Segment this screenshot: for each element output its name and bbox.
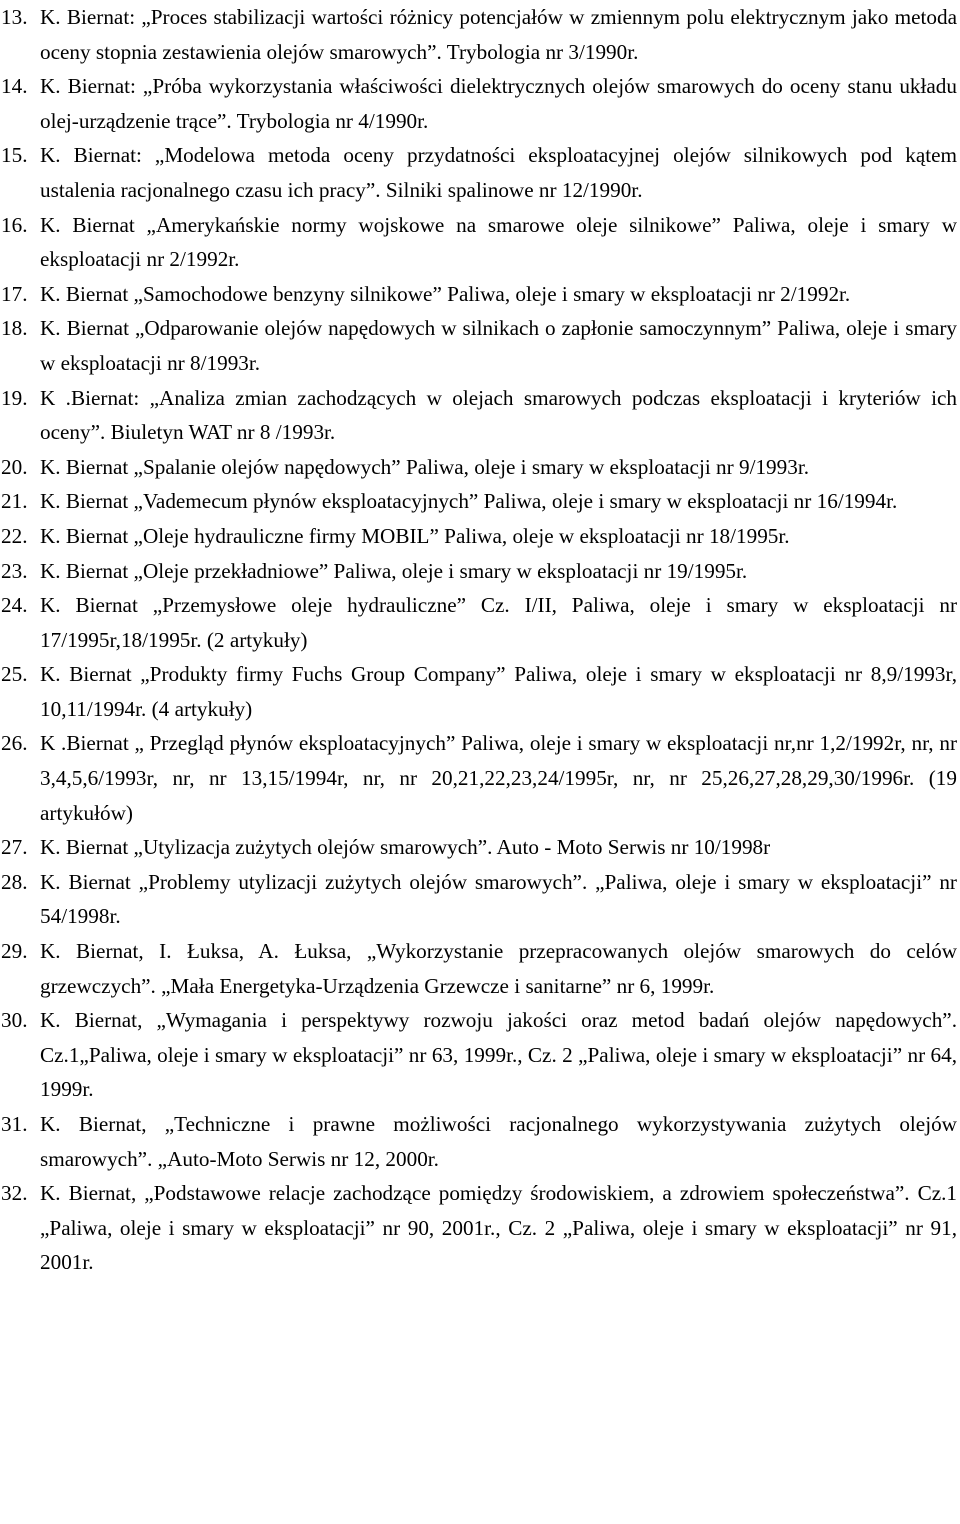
reference-number: 19. <box>1 385 28 410</box>
reference-item <box>0 381 960 450</box>
reference-item <box>0 208 960 277</box>
reference-item <box>0 0 960 69</box>
reference-number: 17. <box>1 281 28 306</box>
reference-text: K. Biernat „Oleje hydrauliczne firmy MOBIL” Paliwa, oleje w eksploatacji nr 18/1995r. <box>40 523 790 548</box>
reference-item <box>0 1107 960 1176</box>
reference-number: 31. <box>1 1112 28 1136</box>
reference-number: 28. <box>1 869 28 894</box>
reference-text: K. Biernat „Przemysłowe oleje hydrauliczne” Cz. I/II, Paliwa, oleje i smary w eksploatacji nr 17/1995r,18/1995r. (2 artykuły) <box>40 593 957 652</box>
reference-text: K. Biernat „Samochodowe benzyny silnikowe” Paliwa, oleje i smary w eksploatacji nr 2/1992r. <box>40 281 851 306</box>
reference-item <box>0 726 960 830</box>
reference-number: 23. <box>1 558 28 583</box>
reference-number: 30. <box>1 1008 28 1033</box>
reference-item <box>0 588 960 657</box>
reference-number: 24. <box>1 593 28 618</box>
reference-number: 14. <box>1 74 28 99</box>
reference-item <box>0 934 960 1003</box>
reference-text: K. Biernat „Oleje przekładniowe” Paliwa, oleje i smary w eksploatacji nr 19/1995r. <box>40 558 748 583</box>
reference-number: 21. <box>1 489 28 514</box>
reference-item <box>0 554 960 589</box>
reference-text: K. Biernat „Spalanie olejów napędowych” Paliwa, oleje i smary w eksploatacji nr 9/1993r. <box>40 454 810 479</box>
reference-item <box>0 519 960 554</box>
reference-number: 29. <box>1 939 28 964</box>
reference-number: 18. <box>1 316 28 341</box>
reference-number: 32. <box>1 1181 28 1206</box>
reference-number: 27. <box>1 835 28 860</box>
reference-text: K .Biernat „ Przegląd płynów eksploatacyjnych” Paliwa, oleje i smary w eksploatacji nr,nr 1,2/1992r, nr, nr 3,4,5,6/1993r, nr, nr 13,15/1994r, nr, nr 20,21,22,23,24/1995r, nr, nr 25,26,27,28,29,30/1996r. (19 artykułów) <box>40 731 957 825</box>
reference-text: K. Biernat, I. Łuksa, A. Łuksa, „Wykorzystanie przepracowanych olejów smarowych do celów grzewczych”. „Mała Energetyka-Urządzenia Grzewcze i sanitarne” nr 6, 1999r. <box>40 939 957 998</box>
reference-number: 13. <box>1 5 28 29</box>
reference-text: K. Biernat „Amerykańskie normy wojskowe na smarowe oleje silnikowe” Paliwa, oleje i smary w eksploatacji nr 2/1992r. <box>40 212 957 272</box>
reference-item <box>0 69 960 138</box>
reference-item <box>0 657 960 726</box>
reference-number: 16. <box>1 212 28 237</box>
reference-item <box>0 1003 960 1107</box>
reference-text: K. Biernat, „Techniczne i prawne możliwości racjonalnego wykorzystywania zużytych olejów smarowych”. „Auto-Moto Serwis nr 12, 2000r. <box>40 1112 957 1171</box>
reference-item <box>0 484 960 519</box>
reference-text: K .Biernat: „Analiza zmian zachodzących w olejach smarowych podczas eksploatacji i kryteriów ich oceny”. Biuletyn WAT nr 8 /1993r. <box>40 385 957 445</box>
reference-text: K. Biernat „Produkty firmy Fuchs Group Company” Paliwa, oleje i smary w eksploatacji nr 8,9/1993r, 10,11/1994r. (4 artykuły) <box>40 662 957 721</box>
reference-item <box>0 311 960 380</box>
reference-text: K. Biernat, „Podstawowe relacje zachodzące pomiędzy środowiskiem, a zdrowiem społeczeństwa”. Cz.1 „Paliwa, oleje i smary w eksploatacji” nr 90, 2001r., Cz. 2 „Paliwa, oleje i smary w eksploatacji” nr 91, 2001r. <box>40 1181 957 1275</box>
reference-text: K. Biernat: „Proces stabilizacji wartości różnicy potencjałów w zmiennym polu elektrycznym jako metoda oceny stopnia zestawienia olejów smarowych”. Trybologia nr 3/1990r. <box>40 5 957 64</box>
reference-number: 25. <box>1 662 28 687</box>
reference-item <box>0 830 960 865</box>
reference-item <box>0 277 960 312</box>
reference-text: K. Biernat, „Wymagania i perspektywy rozwoju jakości oraz metod badań olejów napędowych”. Cz.1„Paliwa, oleje i smary w eksploatacji” nr 63, 1999r., Cz. 2 „Paliwa, oleje i smary w eksploatacji” nr 64, 1999r. <box>40 1008 957 1102</box>
reference-item <box>0 1176 960 1280</box>
reference-item <box>0 865 960 934</box>
reference-item <box>0 138 960 207</box>
reference-text: K. Biernat: „Modelowa metoda oceny przydatności eksploatacyjnej olejów silnikowych pod kątem ustalenia racjonalnego czasu ich pracy”. Silniki spalinowe nr 12/1990r. <box>40 143 957 202</box>
reference-number: 22. <box>1 523 28 548</box>
reference-item <box>0 450 960 485</box>
reference-number: 20. <box>1 454 28 479</box>
reference-number: 15. <box>1 143 28 168</box>
reference-text: K. Biernat „Utylizacja zużytych olejów smarowych”. Auto - Moto Serwis nr 10/1998r <box>40 835 771 860</box>
reference-text: K. Biernat „Odparowanie olejów napędowych w silnikach o zapłonie samoczynnym” Paliwa, oleje i smary w eksploatacji nr 8/1993r. <box>40 316 957 375</box>
reference-text: K. Biernat „Problemy utylizacji zużytych olejów smarowych”. „Paliwa, oleje i smary w eksploatacji” nr 54/1998r. <box>40 869 957 929</box>
reference-number: 26. <box>1 731 28 756</box>
reference-text: K. Biernat „Vademecum płynów eksploatacyjnych” Paliwa, oleje i smary w eksploatacji nr 16/1994r. <box>40 489 898 514</box>
reference-text: K. Biernat: „Próba wykorzystania właściwości dielektrycznych olejów smarowych do oceny stanu układu olej-urządzenie trące”. Trybologia nr 4/1990r. <box>40 74 957 133</box>
